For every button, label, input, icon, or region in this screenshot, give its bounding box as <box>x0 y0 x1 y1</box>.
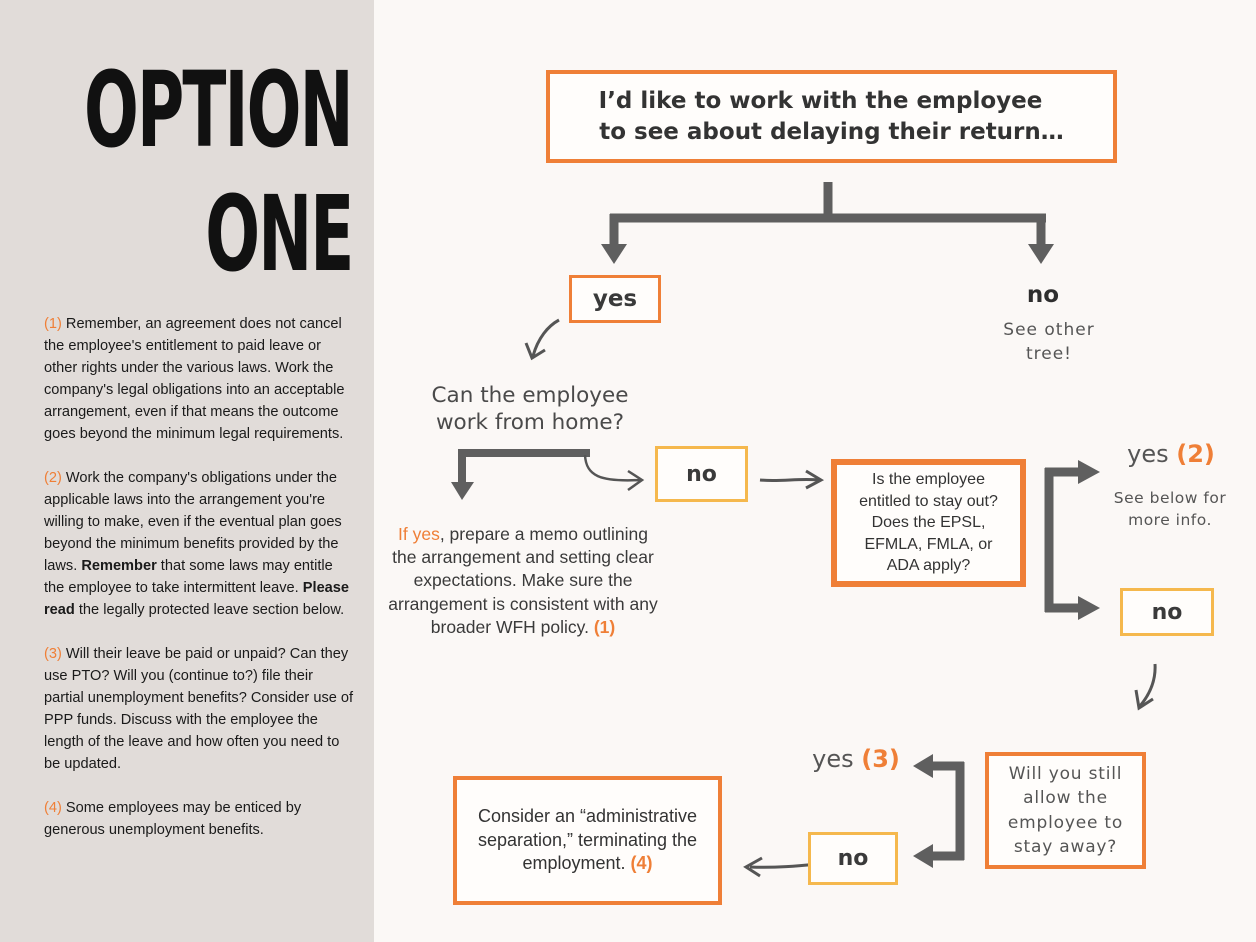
yes-label: yes <box>592 286 638 312</box>
note-ref-3: (3) <box>861 745 900 773</box>
note-ref-4: (4) <box>630 853 653 874</box>
note-number: (3) <box>44 646 62 662</box>
yes-text: yes <box>1127 440 1169 468</box>
yes-2-label <box>1116 440 1226 468</box>
question-work-from-home <box>412 382 648 436</box>
no-label: no <box>686 461 717 487</box>
option-title-line1: OPTION <box>84 49 352 171</box>
note-number: (2) <box>44 470 62 486</box>
yes-box <box>569 275 661 323</box>
consider-separation-box <box>453 776 722 905</box>
allow-split-arrow <box>930 762 964 860</box>
hand-arrow-no-to-entitled <box>760 479 818 480</box>
note-text: that some laws may entitle the employee to take intermittent leave. <box>44 558 333 596</box>
yes-3-label <box>806 745 906 773</box>
see-other-tree-note: See other tree! <box>1003 320 1095 364</box>
note-bold: Please read <box>44 580 350 618</box>
note-text: Some employees may be enticed by generous unemployment benefits. <box>44 800 302 838</box>
question-line1: Can the employee <box>431 383 629 408</box>
option-title-line2: ONE <box>204 173 352 295</box>
start-box <box>546 70 1117 163</box>
note-number: (4) <box>44 800 62 816</box>
no-label: no <box>1026 282 1060 308</box>
memo-instructions <box>388 523 658 639</box>
yes-text: yes <box>812 745 854 773</box>
start-line2: to see about delaying their return… <box>599 118 1064 145</box>
note-number: (1) <box>44 316 62 332</box>
memo-text: , prepare a memo outlining the arrangement and setting clear expectations. Make sure the arrangement is consistent with any broader WFH policy. <box>388 524 658 637</box>
consider-text: Consider an “administrative separation,” terminating the employment. <box>477 806 698 874</box>
top-split-arrow <box>610 182 1046 246</box>
note-text: Work the company's obligations under the applicable laws into the arrangement you're willing to make, even if the eventual plan goes beyond the minimum benefits provided by the laws. <box>44 470 342 574</box>
question-allow: Will you still allow the employee to stay away? <box>1007 763 1124 857</box>
no-label: no <box>1151 599 1183 625</box>
question-allow-box <box>985 752 1146 869</box>
no-box-allow <box>808 832 898 885</box>
question-entitled: Is the employee entitled to stay out? Does the EPSL, EFMLA, FMLA, or ADA apply? <box>859 471 998 575</box>
no-box-entitled <box>1120 588 1214 636</box>
hand-arrow-to-no <box>585 455 640 480</box>
question-entitled-box <box>831 459 1026 587</box>
no-box-home <box>655 446 748 502</box>
if-yes-label: If yes <box>398 524 440 544</box>
note-text: Remember, an agreement does not cancel the employee's entitlement to paid leave or other rights under the various laws. Work the company's legal obligations into an acceptable arrangement, even if that means the outcome goes beyond the minimum legal requirements. <box>44 316 345 442</box>
note-bold: Remember <box>81 558 157 574</box>
home-split-arrow <box>458 449 590 486</box>
see-below-note: See below for more info. <box>1113 489 1227 529</box>
arrowhead-no <box>1028 244 1054 264</box>
note-text: Will their leave be paid or unpaid? Can they use PTO? Will you (continue to?) file their partial unemployment benefits? Consider use of PPP funds. Discuss with the employee the length of the leave and how often you need to be updated. <box>44 646 354 772</box>
entitled-split-arrow <box>1045 468 1080 612</box>
question-line2: work from home? <box>435 410 625 435</box>
note-ref-2: (2) <box>1176 440 1215 468</box>
no-label: no <box>837 846 869 871</box>
start-line1: I’d like to work with the employee <box>598 87 1043 114</box>
no-branch <box>1000 282 1086 308</box>
note-text: the legally protected leave section below. <box>74 602 345 618</box>
memo-note-ref: (1) <box>593 616 616 637</box>
arrowhead-yes <box>601 244 627 264</box>
hand-arrow-to-question <box>533 320 559 356</box>
